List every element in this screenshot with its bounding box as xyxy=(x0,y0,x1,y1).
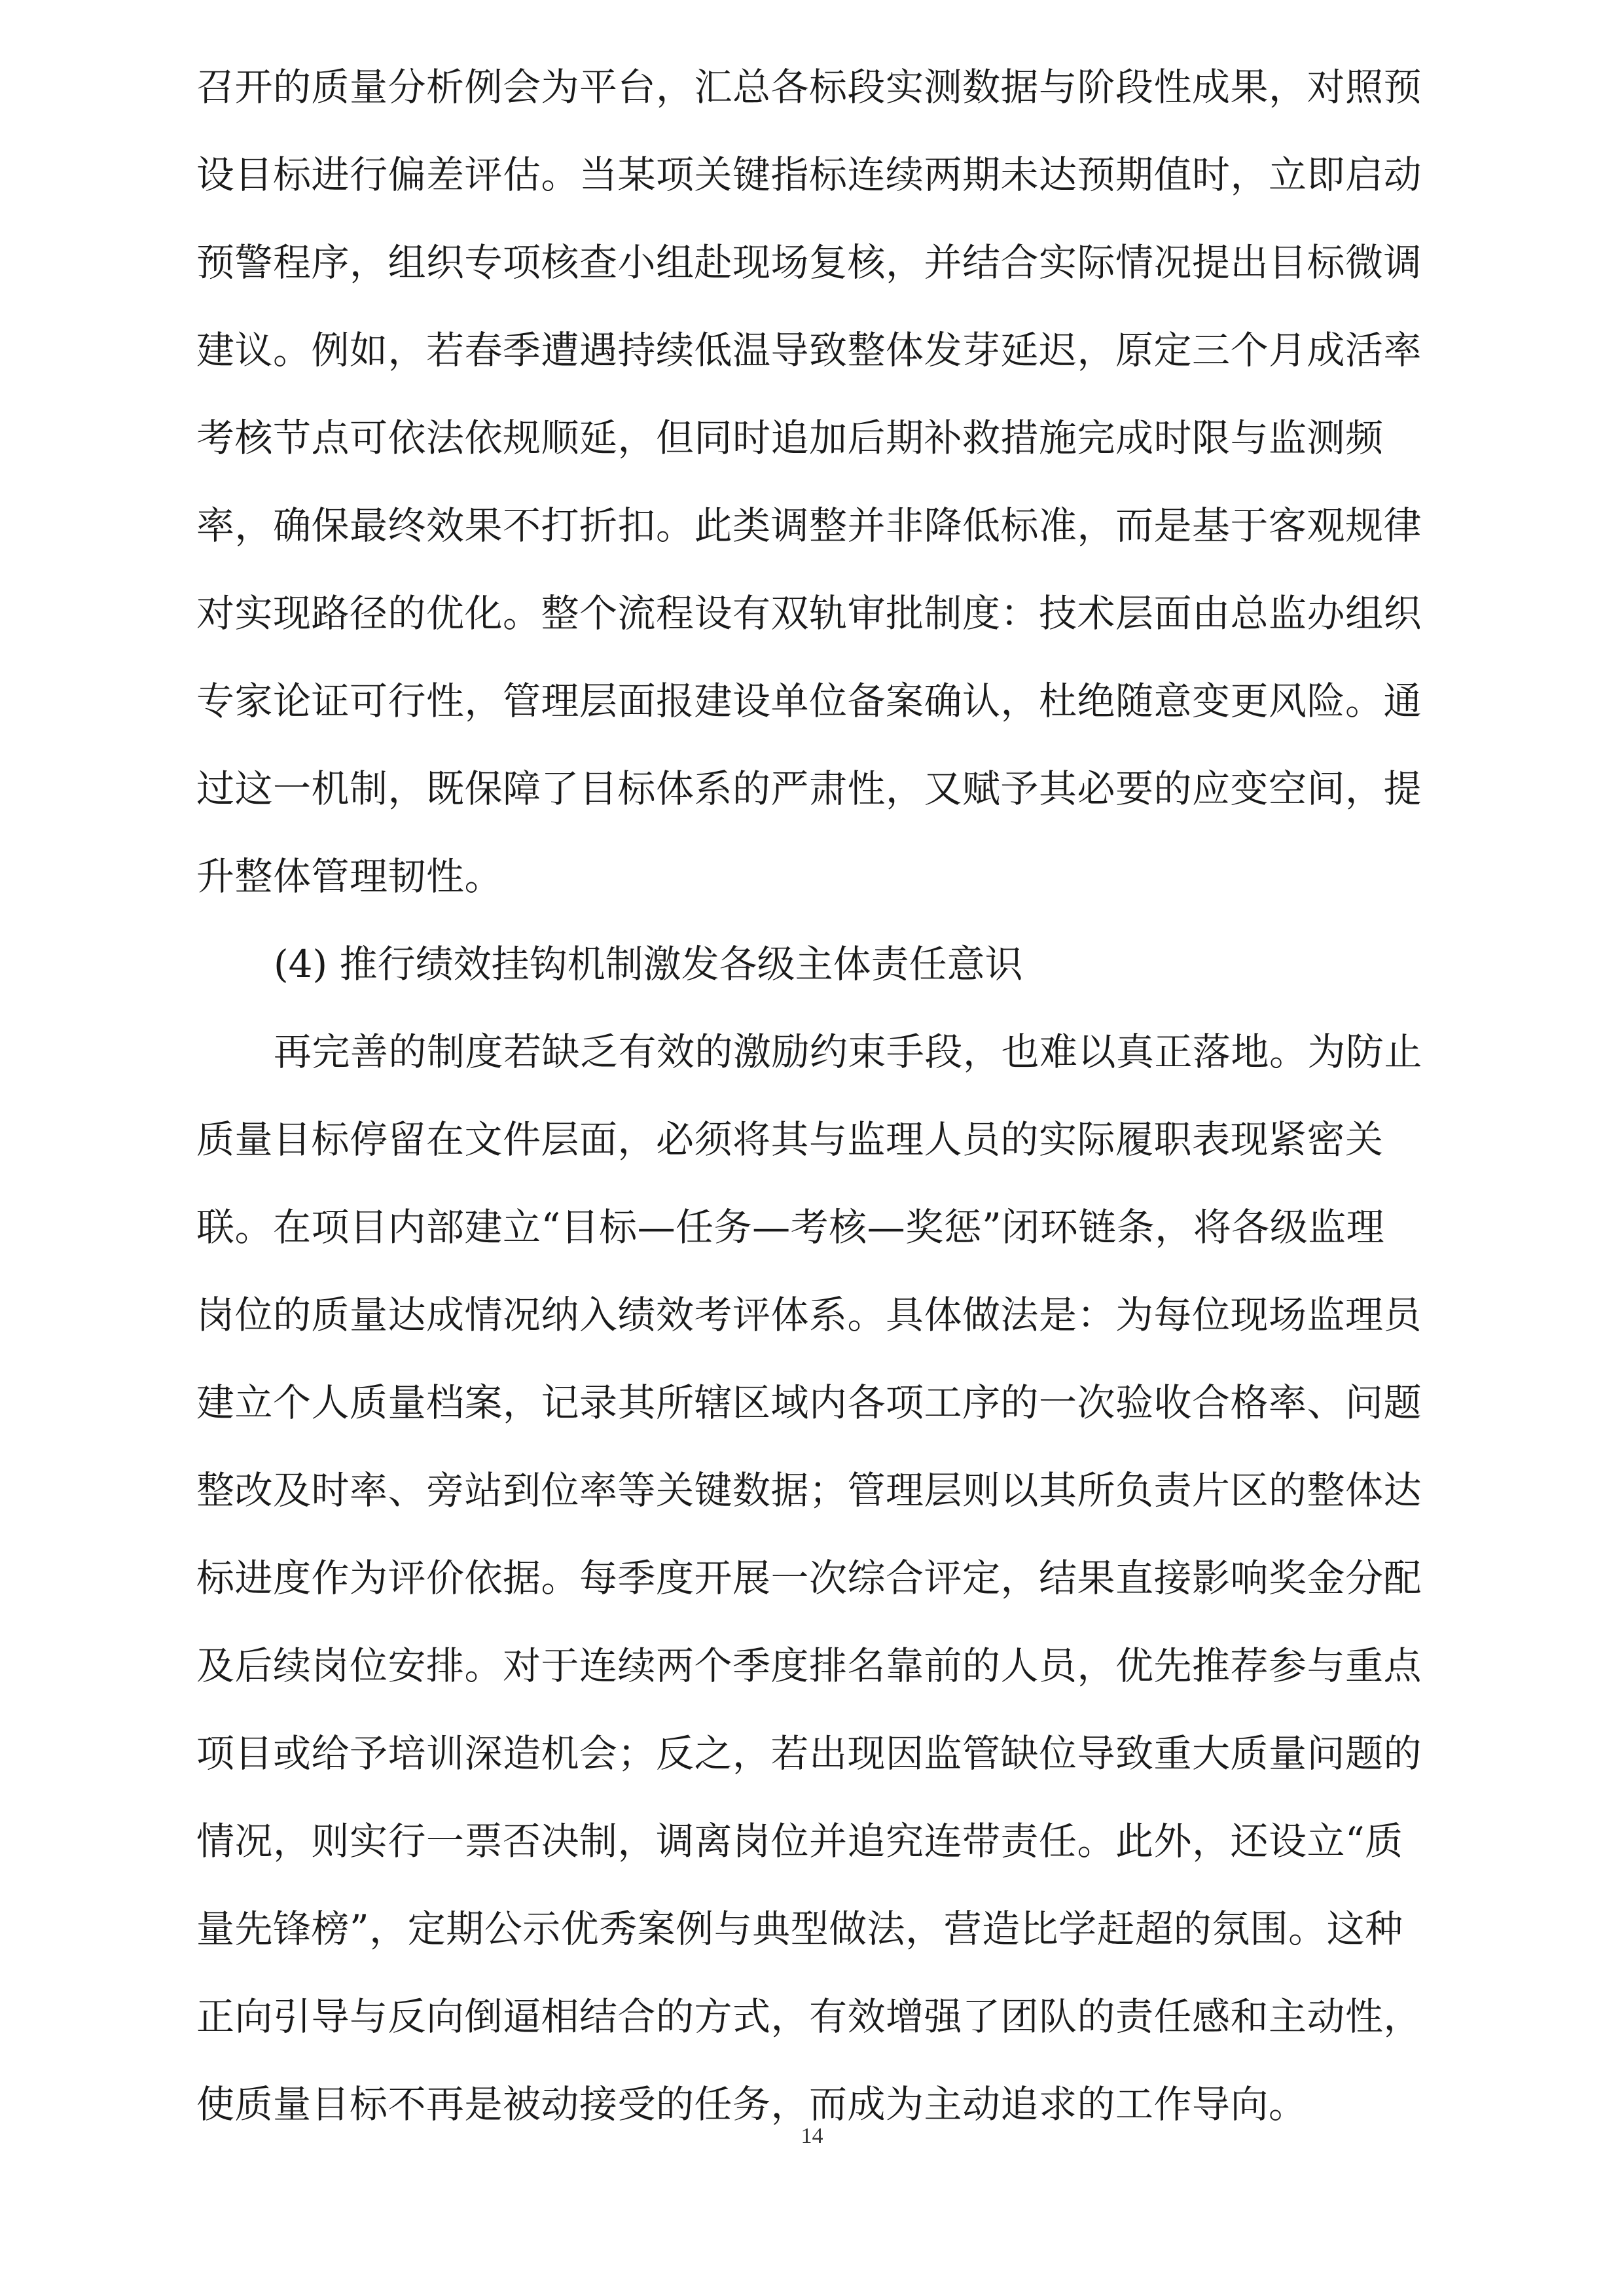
text-line: 岗位的质量达成情况纳入绩效考评体系。具体做法是：为每位现场监理员 xyxy=(196,1293,1422,1337)
text-line: 建立个人质量档案，记录其所辖区域内各项工序的一次验收合格率、问题 xyxy=(196,1380,1422,1425)
text-line: 联。在项目内部建立“目标—任务—考核—奖惩”闭环链条，将各级监理 xyxy=(196,1205,1385,1249)
text-line: 升整体管理韧性。 xyxy=(196,854,503,899)
text-line: 对实现路径的优化。整个流程设有双轨审批制度：技术层面由总监办组织 xyxy=(196,591,1422,636)
body-text xyxy=(196,43,1434,2148)
page-number: 14 xyxy=(801,2124,823,2148)
text-line: 设目标进行偏差评估。当某项关键指标连续两期未达预期值时，立即启动 xyxy=(196,152,1422,197)
text-line: 召开的质量分析例会为平台，汇总各标段实测数据与阶段性成果，对照预 xyxy=(196,65,1422,109)
text-line: 量先锋榜”，定期公示优秀案例与典型做法，营造比学赶超的氛围。这种 xyxy=(196,1907,1403,1951)
text-line: 建议。例如，若春季遭遇持续低温导致整体发芽延迟，原定三个月成活率 xyxy=(196,328,1422,372)
text-line: 过这一机制，既保障了目标体系的严肃性，又赋予其必要的应变空间，提 xyxy=(196,766,1422,811)
text-line: 率，确保最终效果不打折扣。此类调整并非降低标准，而是基于客观规律 xyxy=(196,503,1422,548)
paragraph-continuation xyxy=(196,43,1434,920)
section-heading: (4) 推行绩效挂钩机制激发各级主体责任意识 xyxy=(274,942,1023,986)
text-line: 项目或给予培训深造机会；反之，若出现因监管缺位导致重大质量问题的 xyxy=(196,1731,1422,1776)
text-line: 正向引导与反向倒逼相结合的方式，有效增强了团队的责任感和主动性， xyxy=(196,1994,1422,2039)
text-line: 标进度作为评价依据。每季度开展一次综合评定，结果直接影响奖金分配 xyxy=(196,1556,1422,1600)
text-line: 质量目标停留在文件层面，必须将其与监理人员的实际履职表现紧密关 xyxy=(196,1117,1384,1162)
text-line: 情况，则实行一票否决制，调离岗位并追究连带责任。此外，还设立“质 xyxy=(196,1819,1403,1863)
text-line: 预警程序，组织专项核查小组赴现场复核，并结合实际情况提出目标微调 xyxy=(196,240,1422,285)
text-line: 专家论证可行性，管理层面报建设单位备案确认，杜绝随意变更风险。通 xyxy=(196,679,1422,723)
text-line: 再完善的制度若缺乏有效的激励约束手段，也难以真正落地。为防止 xyxy=(274,1030,1423,1074)
text-line: 及后续岗位安排。对于连续两个季度排名靠前的人员，优先推荐参与重点 xyxy=(196,1643,1422,1688)
text-line: 考核节点可依法依规顺延，但同时追加后期补救措施完成时限与监测频 xyxy=(196,416,1384,460)
text-line: 整改及时率、旁站到位率等关键数据；管理层则以其所负责片区的整体达 xyxy=(196,1468,1422,1513)
paragraph-main xyxy=(196,1008,1434,2148)
text-line: 使质量目标不再是被动接受的任务，而成为主动追求的工作导向。 xyxy=(196,2082,1307,2126)
